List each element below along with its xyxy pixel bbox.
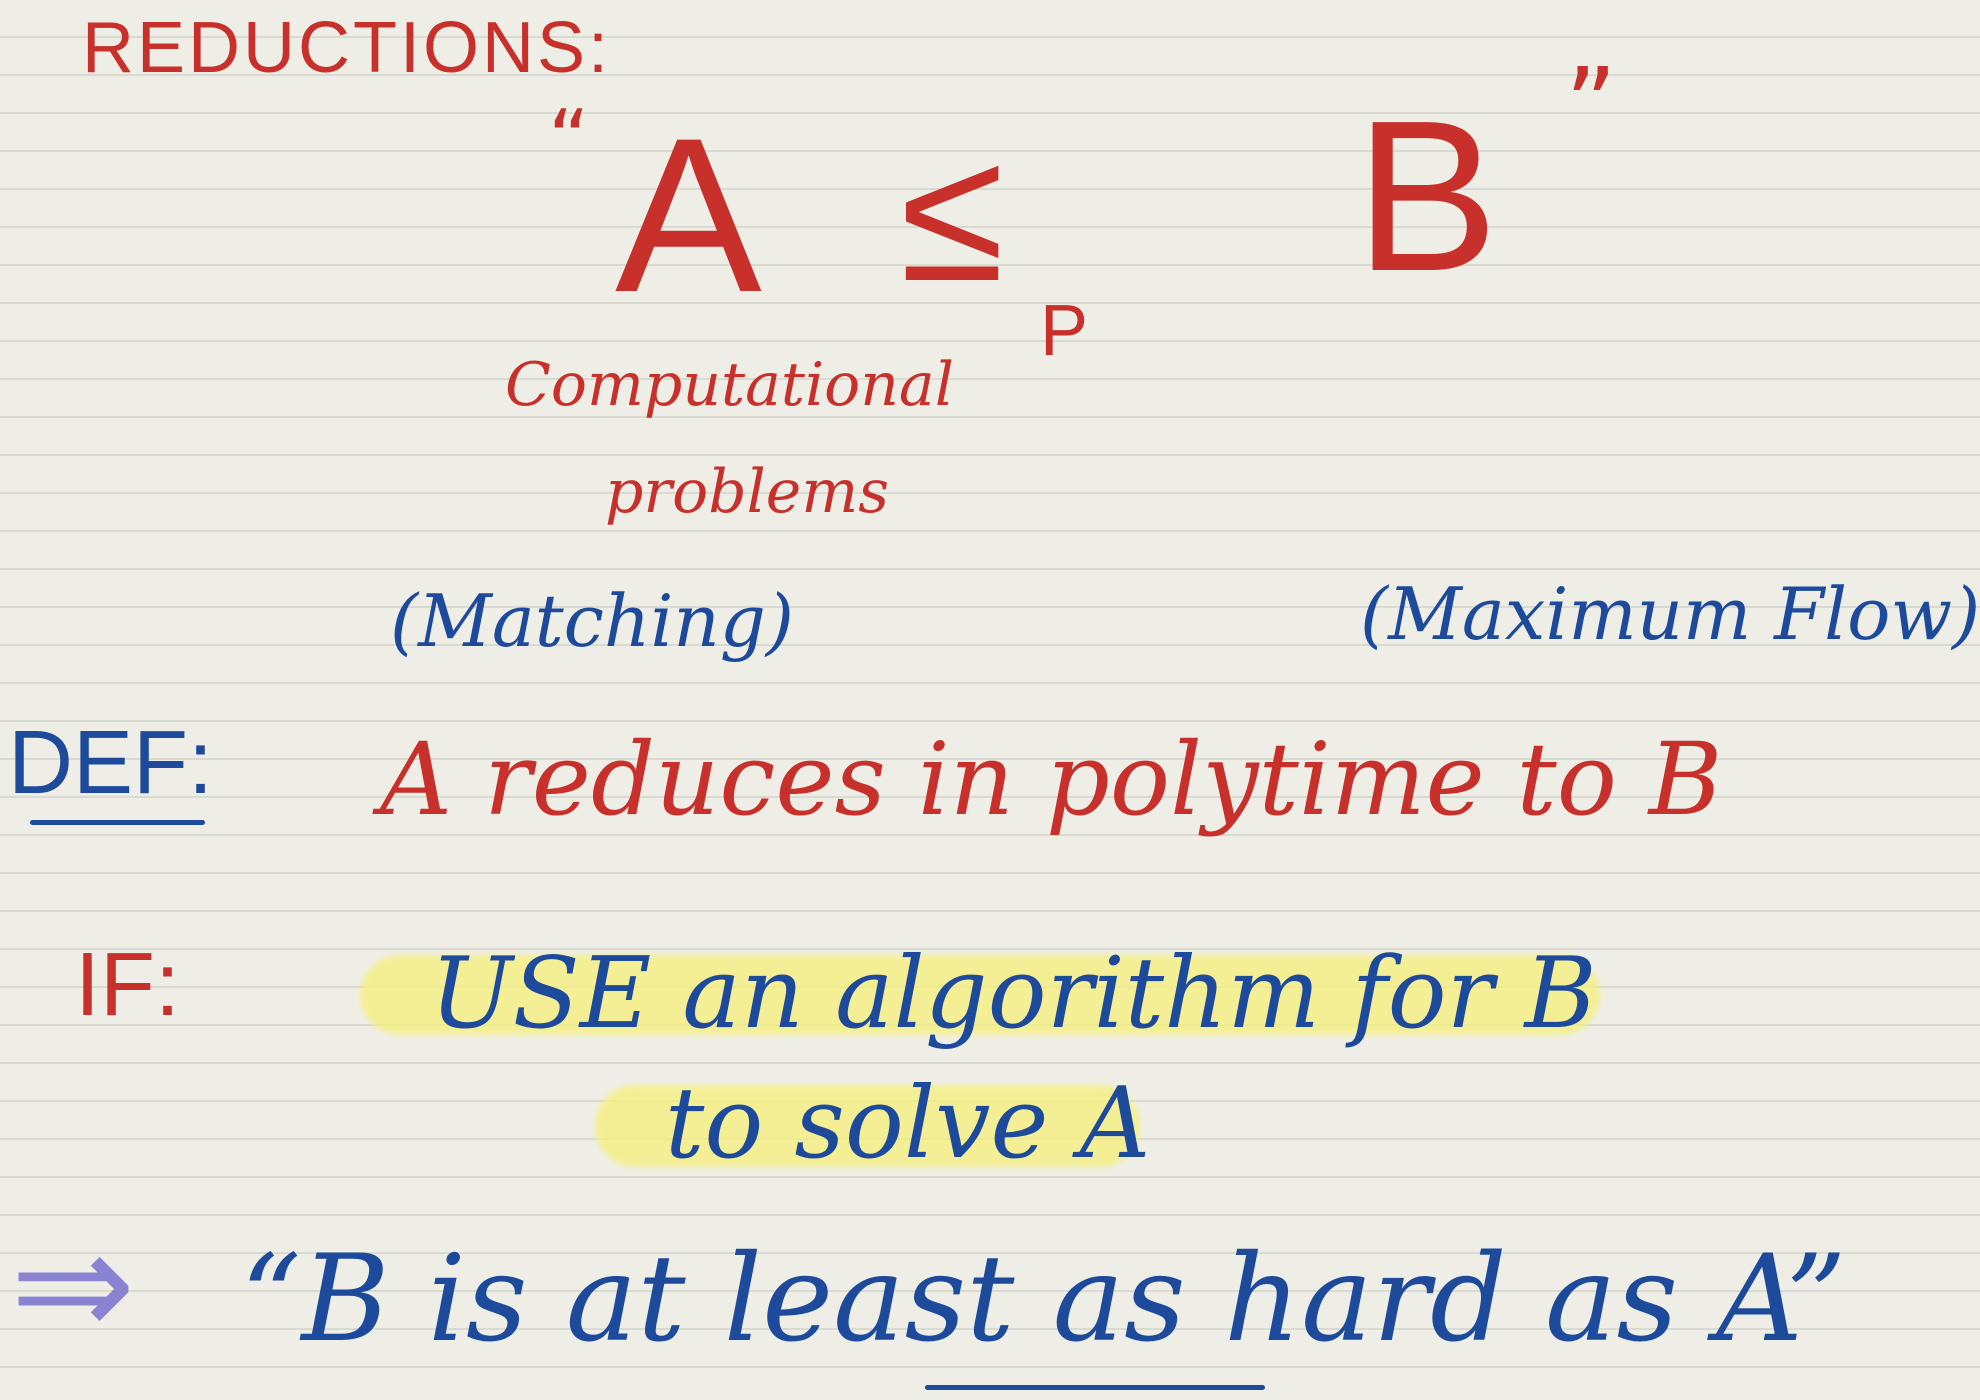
page-title: REDUCTIONS: — [82, 8, 612, 88]
close-quote: ” — [1565, 46, 1617, 163]
operator-subscript: P — [1040, 291, 1089, 371]
conclusion-underline — [925, 1385, 1265, 1390]
if-label: IF: — [75, 935, 180, 1035]
annotation-line-1: Computational — [505, 350, 954, 420]
condition-line-2: to solve A — [665, 1067, 1151, 1181]
open-quote: “ — [548, 93, 590, 186]
definition-text: A reduces in polytime to B — [380, 721, 1723, 838]
conclusion-text: “B is at least as hard as A” — [240, 1230, 1847, 1369]
example-maximum-flow: (Maximum Flow) — [1360, 572, 1980, 656]
annotation-line-2: problems — [605, 457, 890, 527]
implies-arrow: ⇒ — [10, 1198, 136, 1372]
example-matching: (Matching) — [390, 579, 794, 663]
problem-b: B — [1355, 75, 1499, 316]
condition-line-1: USE an algorithm for B — [430, 937, 1597, 1051]
problem-a: A — [615, 92, 762, 338]
reduces-operator: ≤ — [900, 109, 1005, 321]
def-label: DEF: — [8, 713, 214, 813]
def-underline — [30, 820, 205, 825]
